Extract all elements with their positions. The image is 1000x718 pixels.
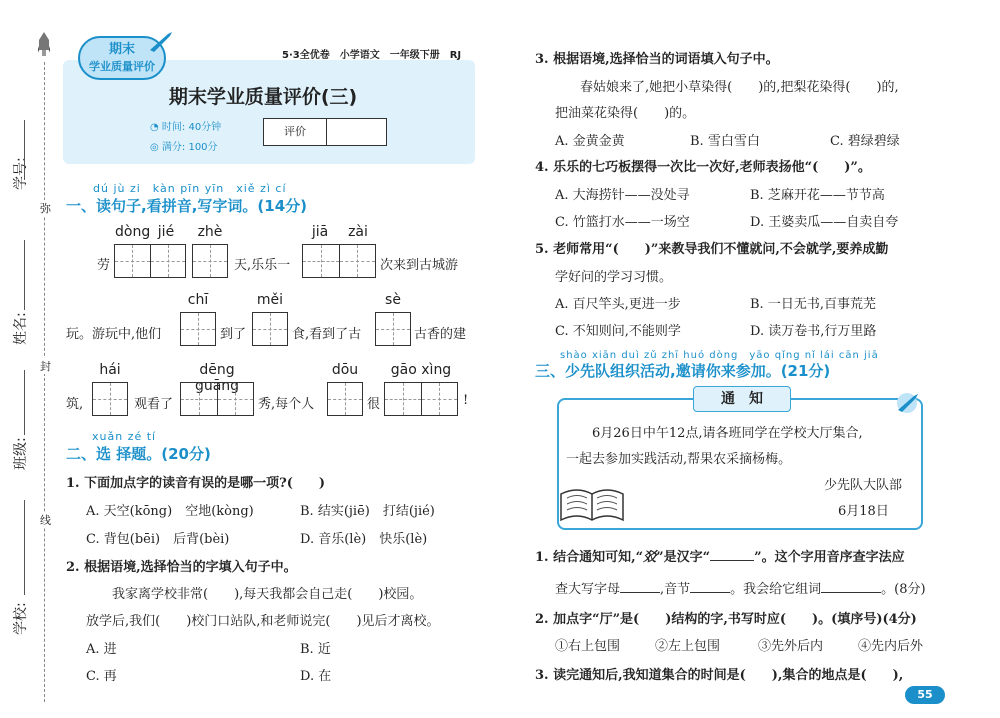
name-field[interactable]: [10, 240, 29, 360]
badge-line1: 期末: [108, 42, 135, 57]
q1-stem: 1. 下面加点字的读音有误的是哪一项?( ): [66, 476, 326, 491]
notice-line1: 6月26日中午12点,请各班同学在学校大厅集合,: [592, 426, 863, 441]
evaluation-label: 评价: [264, 119, 327, 145]
binding-margin: [0, 0, 58, 718]
q3-stem: 3. 根据语境,选择恰当的词语填入句子中。: [535, 52, 779, 67]
answer-blank-letter[interactable]: [620, 592, 660, 593]
s3-q2-option1[interactable]: ①右上包围: [555, 639, 621, 654]
s3-q3-line1: 3. 读完通知后,我知道集合的时间是( ),集合的地点是( ),: [535, 668, 904, 683]
q2-option-b[interactable]: B. 近: [300, 642, 331, 657]
section1-pinyin: dú jù zi kàn pīn yīn xiě zì cí: [93, 182, 287, 195]
q2-stem: 2. 根据语境,选择恰当的字填入句子中。: [66, 560, 297, 575]
s3-q2-option4[interactable]: ④先内后外: [858, 639, 924, 654]
row3-text1: 筑,: [66, 397, 84, 412]
write-grid-dongjie[interactable]: [114, 244, 186, 278]
q3-option-a[interactable]: A. 金黄金黄: [555, 134, 625, 149]
handwritten-glyph: 㸚: [643, 550, 657, 565]
section1-heading: 一、读句子,看拼音,写字词。(14分): [66, 197, 307, 215]
school-label: 学校:: [13, 602, 29, 635]
q4-option-b[interactable]: B. 芝麻开花——节节高: [750, 188, 885, 203]
q5-option-d[interactable]: D. 读万卷书,行万里路: [750, 324, 877, 339]
section2-pinyin: xuǎn zé tí: [92, 430, 157, 443]
class-label: 班级:: [13, 437, 29, 470]
write-grid-hai[interactable]: [92, 382, 128, 416]
page-title: 期末学业质量评价(三): [168, 86, 358, 108]
time-info: ◔ 时间: 40分钟: [150, 122, 222, 133]
rocket-icon: [38, 32, 48, 56]
notice-title-banner: [693, 386, 791, 412]
number-label: 学号:: [13, 157, 29, 190]
row1-text1: 劳: [97, 258, 111, 273]
pinyin-hai: hái: [99, 362, 121, 378]
evaluation-value[interactable]: [327, 119, 386, 145]
write-grid-chi[interactable]: [180, 312, 216, 346]
page-number-badge: [905, 686, 945, 704]
q5-option-b[interactable]: B. 一日无书,百事荒芜: [750, 297, 876, 312]
binding-mark-feng: 封: [40, 360, 51, 373]
q5-option-a[interactable]: A. 百尺竿头,更进一步: [555, 297, 681, 312]
section2-heading: 二、选 择题。(20分): [66, 445, 211, 463]
pinyin-dong: dòng: [115, 224, 151, 240]
series-info: 5·3全优卷 小学语文 一年级下册 RJ: [282, 50, 462, 61]
row2-text4: 古香的建: [414, 327, 467, 342]
s3-q2-line1: 2. 加点字“厅”是( )结构的字,书写时应( )。(填序号)(4分): [535, 612, 917, 627]
q1-option-c[interactable]: C. 背包(bēi) 后背(bèi): [86, 532, 230, 547]
pinyin-chi: chī: [187, 292, 209, 308]
binding-mark-xian: 线: [40, 514, 51, 527]
pinyin-se: sè: [385, 292, 401, 308]
answer-blank-word[interactable]: [821, 592, 881, 593]
page-number: 55: [917, 688, 933, 701]
answer-blank-syllable[interactable]: [690, 592, 730, 593]
notice-title: 通 知: [721, 391, 763, 407]
notice-date: 6月18日: [838, 504, 889, 519]
section3-heading: 三、少先队组织活动,邀请你来参加。(21分): [535, 362, 831, 380]
row3-text5: !: [463, 393, 469, 408]
answer-blank-char[interactable]: [710, 560, 754, 561]
header-rocket-icon: [148, 30, 174, 56]
check-icon: ◎: [150, 142, 162, 153]
section3-pinyin: shào xiān duì zǔ zhī huó dòng yāo qǐng nǐ lái cān jiā: [560, 350, 879, 361]
row2-text3: 食,看到了古: [292, 327, 362, 342]
q4-option-a[interactable]: A. 大海捞针——没处寻: [555, 188, 690, 203]
row2-text1: 玩。游玩中,他们: [66, 327, 162, 342]
q2-line1: 我家离学校非常( ),每天我都会自己走( )校园。: [112, 587, 423, 602]
write-grid-gaoxing[interactable]: [384, 382, 458, 416]
q3-option-c[interactable]: C. 碧绿碧绿: [830, 134, 900, 149]
book-icon: [557, 482, 627, 530]
write-grid-jiazai[interactable]: [302, 244, 376, 278]
name-label: 姓名:: [13, 312, 29, 345]
row2-text2: 到了: [220, 327, 247, 342]
row3-text4: 很: [367, 397, 381, 412]
number-field[interactable]: [10, 120, 29, 230]
pinyin-dou: dōu: [331, 362, 359, 378]
write-grid-se[interactable]: [375, 312, 411, 346]
pinyin-dengguang: dēng guāng: [194, 362, 240, 394]
q4-option-c[interactable]: C. 竹篮打水——一场空: [555, 215, 690, 230]
s3-q1-line2: 查大写字母 ,音节 。我会给它组词 。(8分): [555, 582, 926, 597]
pinyin-zhe: zhè: [197, 224, 223, 240]
q4-stem: 4. 乐乐的七巧板摆得一次比一次好,老师表扬他“( )”。: [535, 160, 871, 175]
q1-option-a[interactable]: A. 天空(kōng) 空地(kòng): [86, 504, 254, 519]
pinyin-gaoxing: gāo xìng: [390, 362, 452, 378]
pinyin-jia: jiā: [311, 224, 329, 240]
q3-line1: 春姑娘来了,她把小草染得( )的,把梨花染得( )的,: [580, 80, 899, 95]
q3-line2: 把油菜花染得( )的。: [555, 106, 696, 121]
q5-line1: 5. 老师常用“( )”来教导我们不懂就问,不会就学,要养成勤: [535, 242, 889, 257]
binding-mark-mi: 弥: [40, 202, 51, 215]
evaluation-box[interactable]: [263, 118, 387, 146]
rocket-sticker-icon: [892, 390, 922, 420]
cut-line: [44, 62, 45, 702]
score-info: ◎ 满分: 100分: [150, 142, 218, 153]
q2-line2: 放学后,我们( )校门口站队,和老师说完( )见后才离校。: [86, 614, 440, 629]
q2-option-a[interactable]: A. 进: [86, 642, 117, 657]
write-grid-dengguang[interactable]: [180, 382, 254, 416]
q2-option-c[interactable]: C. 再: [86, 669, 117, 684]
q2-option-d[interactable]: D. 在: [300, 669, 332, 684]
write-grid-zhe[interactable]: [192, 244, 228, 278]
notice-signature: 少先队大队部: [824, 478, 903, 493]
s3-q1-line1: 1. 结合通知可知,“㸚”是汉字“ ”。这个字用音序查字法应: [535, 550, 905, 565]
class-field[interactable]: [10, 370, 29, 490]
badge-line2: 学业质量评价: [89, 60, 155, 73]
row1-text2: 天,乐乐一: [234, 258, 291, 273]
s3-q2-option2[interactable]: ②左上包围: [655, 639, 721, 654]
row1-text3: 次来到古城游: [380, 258, 459, 273]
q1-option-d[interactable]: D. 音乐(lè) 快乐(lè): [300, 532, 428, 547]
notice-line2: 一起去参加实践活动,帮果农采摘杨梅。: [566, 452, 792, 467]
pinyin-zai: zài: [348, 224, 368, 240]
row3-text3: 秀,每个人: [258, 397, 315, 412]
s3-q2-option3[interactable]: ③先外后内: [758, 639, 824, 654]
q1-option-b[interactable]: B. 结实(jiē) 打结(jié): [300, 504, 435, 519]
pinyin-jie: jié: [157, 224, 175, 240]
q5-option-c[interactable]: C. 不知则问,不能则学: [555, 324, 681, 339]
school-field[interactable]: [10, 500, 29, 640]
row3-text2: 观看了: [134, 397, 174, 412]
clock-icon: ◔: [150, 122, 162, 133]
q5-line2: 学好问的学习习惯。: [555, 270, 673, 285]
pinyin-mei: měi: [256, 292, 284, 308]
q4-option-d[interactable]: D. 王婆卖瓜——自卖自夸: [750, 215, 899, 230]
q3-option-b[interactable]: B. 雪白雪白: [690, 134, 760, 149]
write-grid-mei[interactable]: [252, 312, 288, 346]
write-grid-dou[interactable]: [327, 382, 363, 416]
